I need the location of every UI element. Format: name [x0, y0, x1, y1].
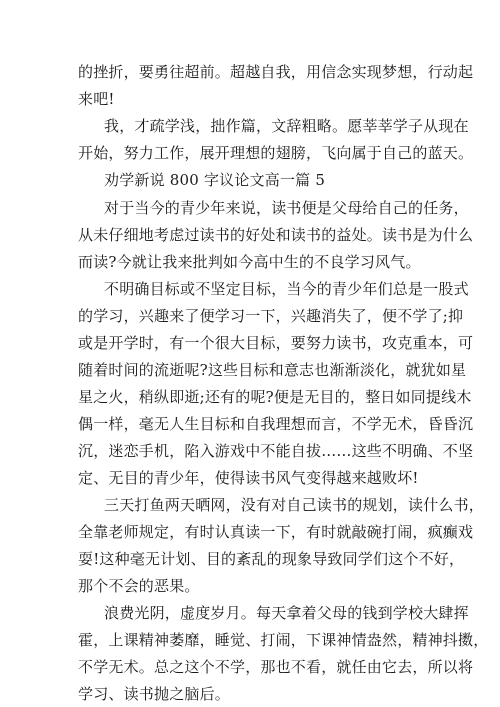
- paragraph-5-line-1: 三天打鱼两天晒网，没有对自己读书的规划，读什么书，: [104, 496, 485, 514]
- section-heading: 劝学新说 800 字议论文高一篇 5: [104, 171, 326, 189]
- paragraph-3-line-3: 而读?今就让我来批判如今高中生的不良学习风气。: [78, 253, 421, 271]
- paragraph-4-line-2: 的学习，兴趣来了便学习一下，兴趣消失了，便不学了;抑: [78, 307, 464, 325]
- paragraph-4-line-7: 沉，迷恋手机，陷入游戏中不能自拔……这些不明确、不坚: [78, 442, 474, 460]
- paragraph-6-line-4: 学习、读书抛之脑后。: [78, 685, 231, 703]
- paragraph-4-line-8: 定、无目的青少年，使得读书风气变得越来越败坏!: [78, 469, 419, 487]
- paragraph-5-line-2: 全靠老师规定，有时认真读一下，有时就敲碗打闹，疯癫戏: [78, 523, 474, 541]
- paragraph-4-line-5: 星之火，稍纵即逝;还有的呢?便是无目的，整日如同提线木: [78, 388, 472, 406]
- paragraph-6-line-2: 霍，上课精神萎靡，睡觉、打闹，下课神情盎然，精神抖擞，: [78, 631, 489, 649]
- paragraph-4-line-1: 不明确目标或不坚定目标，当今的青少年们总是一股式: [104, 280, 469, 298]
- paragraph-4-line-3: 或是开学时，有一个很大目标，要努力读书，攻克重本，可: [78, 334, 474, 352]
- paragraph-3-line-2: 从未仔细地考虑过读书的好处和读书的益处。读书是为什么: [78, 226, 474, 244]
- paragraph-5-line-4: 那个不会的恶果。: [78, 577, 200, 595]
- paragraph-4-line-4: 随着时间的流逝呢?这些目标和意志也渐渐淡化，就犹如星: [78, 361, 467, 379]
- paragraph-2-line-2: 开始，努力工作，展开理想的翅膀，飞向属于自己的蓝天。: [78, 144, 474, 162]
- paragraph-1-line-2: 来吧!: [78, 90, 115, 108]
- paragraph-3-line-1: 对于当今的青少年来说，读书便是父母给自己的任务，: [104, 199, 469, 217]
- paragraph-6-line-3: 不学无术。总之这个不学，那也不看，就任由它去，所以将: [78, 658, 474, 676]
- paragraph-6-line-1: 浪费光阴，虚度岁月。每天拿着父母的钱到学校大肆挥: [104, 604, 469, 622]
- paragraph-1-line-1: 的挫折，要勇往超前。超越自我，用信念实现梦想，行动起: [78, 63, 474, 81]
- paragraph-5-line-3: 耍!这种毫无计划、目的紊乱的现象导致同学们这个不好，: [78, 550, 465, 568]
- paragraph-4-line-6: 偶一样，毫无人生目标和自我理想而言，不学无术，昏昏沉: [78, 415, 474, 433]
- paragraph-2-line-1: 我，才疏学浅，拙作篇，文辞粗略。愿莘莘学子从现在: [104, 117, 469, 135]
